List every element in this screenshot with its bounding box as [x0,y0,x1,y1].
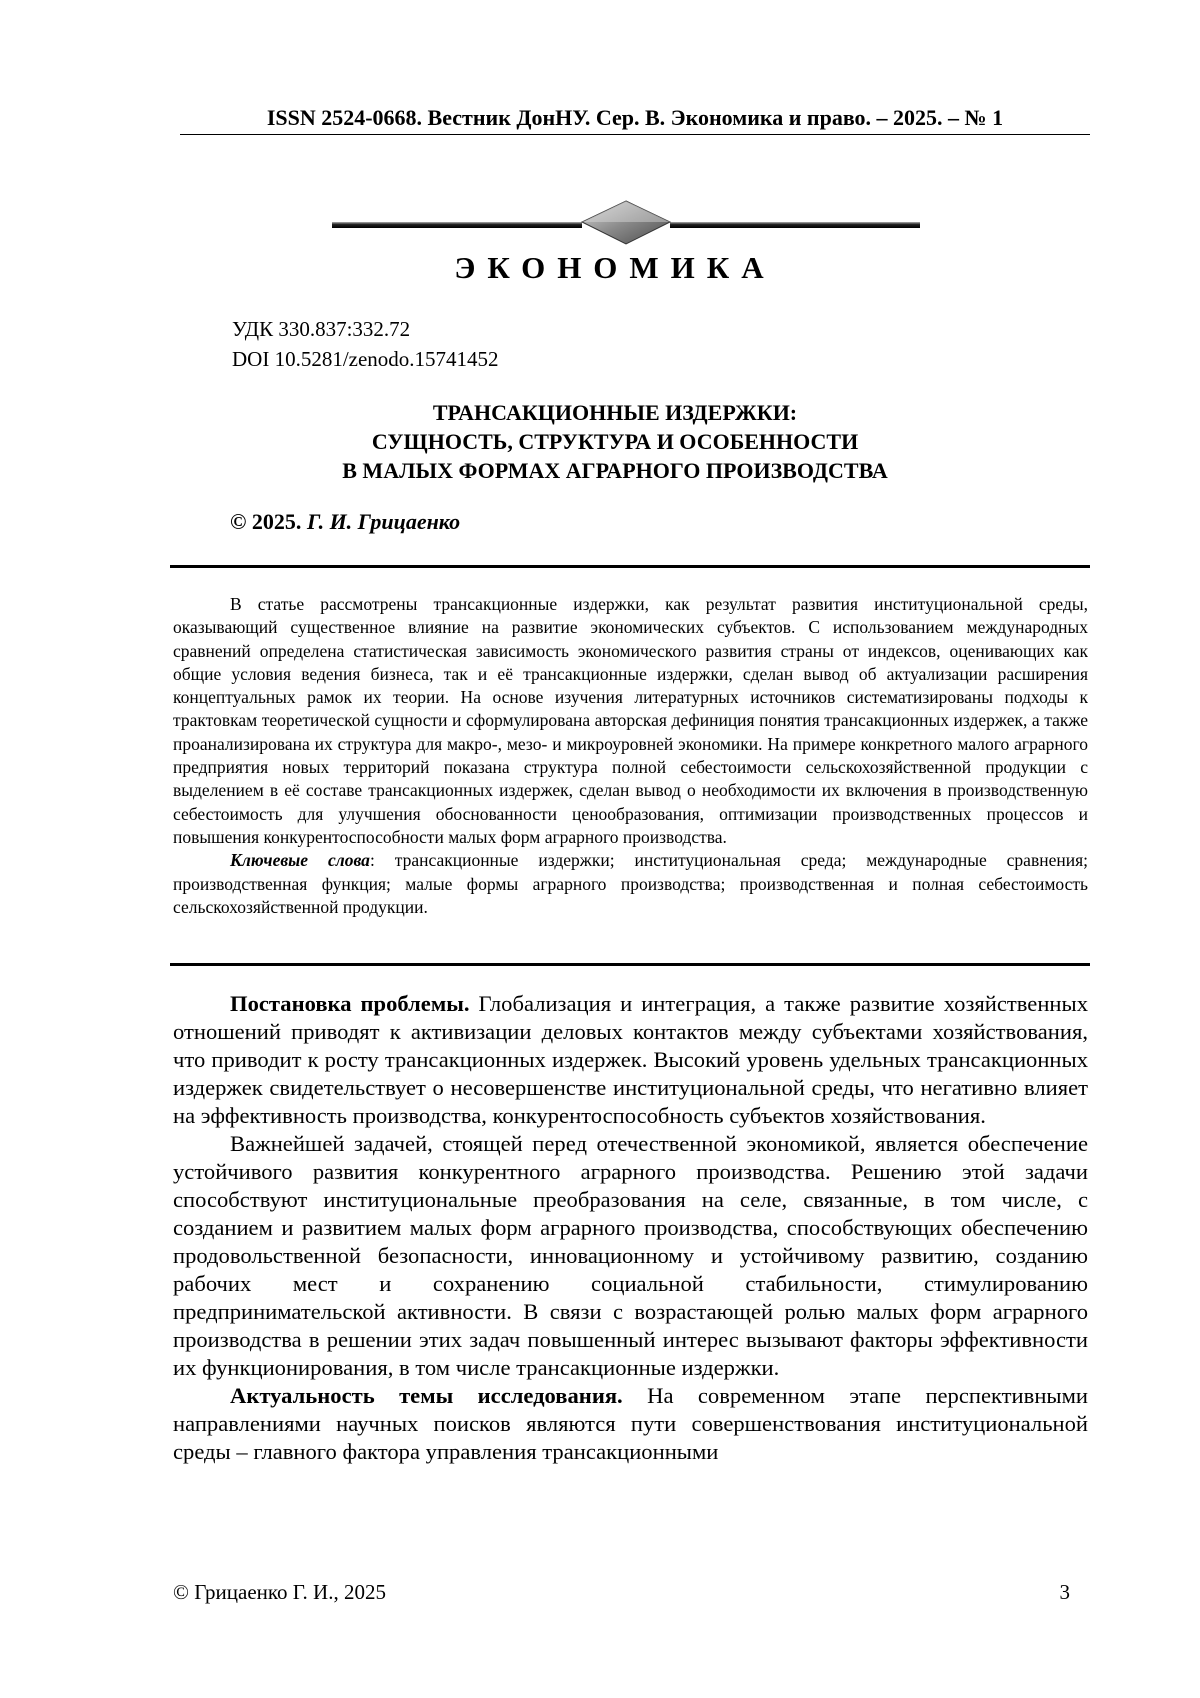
paragraph-lead: Актуальность темы исследования. [230,1383,623,1408]
article-title-line: СУЩНОСТЬ, СТРУКТУРА И ОСОБЕННОСТИ [371,429,859,454]
article-title [0,398,1200,485]
body-paragraph: Важнейшей задачей, стоящей перед отечественной экономикой, является обеспечение устойчивого развития конкурентного аграрного производства. Решению этой задачи способствуют институциональные преобразования на селе, связанные, в том числе, с созданием и развитием малых форм аграрного производства, способствующих обеспечению продовольственной безопасности, инновационному и устойчивому развитию, созданию рабочих мест и сохранению социальной стабильности, стимулированию предпринимательской активности. В связи с возрастающей ролью малых форм аграрного производства в решении этих задач повышенный интерес вызывают факторы эффективности их функционирования, в том числе трансакционные издержки. [173,1131,1088,1380]
page-number: 3 [1059,1580,1070,1604]
doi: DOI 10.5281/zenodo.15741452 [232,347,499,371]
udc-code: УДК 330.837:332.72 [232,317,411,341]
abstract-text: В статье рассмотрены трансакционные издержки, как результат развития институциональной среды, оказывающий существенное влияние на развитие экономических субъектов. С использованием международных сравнений определена статистическая зависимость экономического развития страны от индексов, оценивающих как общие условия ведения бизнеса, так и её трансакционные издержки, сделан вывод об актуализации расширения концептуальных рамок их теории. На основе изучения литературных источников систематизированы подходы к трактовкам теоретической сущности и сформулирована авторская дефиниция понятия трансакционных издержек, а также проанализирована их структура для макро-, мезо- и микроуровней экономики. На примере конкретного малого аграрного предприятия новых территорий показана структура полной себестоимости сельскохозяйственной продукции с выделением в её составе трансакционных издержек, сделан вывод о необходимости их включения в производственную себестоимость для улучшения обоснованности ценообразования, оптимизации производственных процессов и повышения конкурентоспособности малых форм аграрного производства. [173,594,1088,847]
abstract-top-rule [170,565,1090,568]
copyright-year: © 2025. [230,509,302,534]
paragraph-lead: Постановка проблемы. [230,991,470,1016]
paragraph-text: На современном этапе перспективными направлениями научных поисков являются пути совершенствования институциональной среды – главного фактора управления трансакционными [173,1383,1088,1464]
author-name: Г. И. Грицаенко [306,509,461,534]
section-title: ЭКОНОМИКА [454,250,776,285]
section-ornament [330,198,922,248]
paragraph-text: Глобализация и интеграция, а также развитие хозяйственных отношений приводят к активизации деловых контактов между субъектами хозяйствования, что приводит к росту трансакционных издержек. Высокий уровень удельных трансакционных издержек свидетельствует о несовершенстве институциональной среды, что негативно влияет на эффективность производства, конкурентоспособность субъектов хозяйствования. [173,991,1088,1128]
header-rule [180,134,1090,135]
abstract-bottom-rule [170,963,1090,966]
article-body [173,990,1088,1466]
article-title-line: В МАЛЫХ ФОРМАХ АГРАРНОГО ПРОИЗВОДСТВА [342,458,888,483]
running-header: ISSN 2524-0668. Вестник ДонНУ. Сер. В. Экономика и право. – 2025. – № 1 [266,105,1004,130]
abstract [173,593,1088,919]
footer-copyright: © Грицаенко Г. И., 2025 [173,1580,386,1604]
body-paragraph [173,1382,1088,1466]
udc-doi-block [232,314,499,374]
article-title-line: ТРАНСАКЦИОННЫЕ ИЗДЕРЖКИ: [432,400,798,425]
author-line [230,508,460,536]
body-paragraph [173,990,1088,1130]
keywords [173,849,1088,919]
keywords-text: : трансакционные издержки; институциональная среда; международные сравнения; производственная функция; малые формы аграрного производства; производственная и полная себестоимость сельскохозяйственной продукции. [173,850,1088,917]
keywords-label: Ключевые слова [230,850,370,871]
